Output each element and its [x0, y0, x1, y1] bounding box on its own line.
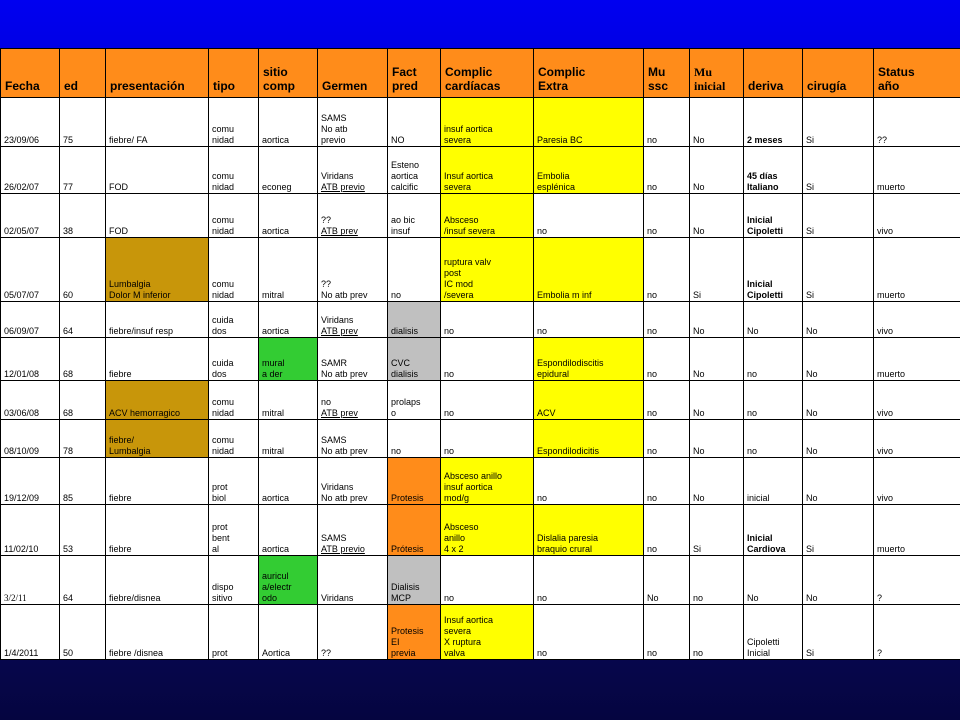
cell-ed: 78	[60, 419, 106, 458]
cell-germen: Viridans No atb prev	[318, 458, 388, 505]
cell-ed: 53	[60, 505, 106, 556]
cell-presentacion: fiebre /disnea	[106, 604, 209, 659]
cell-deriva: inicial	[744, 458, 803, 505]
header-deriva: deriva	[744, 49, 803, 98]
cell-germen: SAMR No atb prev	[318, 338, 388, 381]
cell-complic-cardiacas: ruptura valv post IC mod /severa	[441, 238, 534, 301]
cell-fecha: 3/2/11	[1, 556, 60, 605]
cell-mu-inicial: No	[690, 146, 744, 193]
cell-fact-pred: Esteno aortica calcific	[388, 146, 441, 193]
cell-fecha: 23/09/06	[1, 98, 60, 147]
cell-tipo: comu nidad	[209, 419, 259, 458]
table-row	[1, 98, 960, 147]
cell-sitio-comp: mural a der	[259, 338, 318, 381]
cell-fact-pred: NO	[388, 98, 441, 147]
cell-complic-extra: no	[534, 458, 644, 505]
header-ed: ed	[60, 49, 106, 98]
cell-complic-cardiacas: Insuf aortica severa	[441, 146, 534, 193]
cell-fecha: 11/02/10	[1, 505, 60, 556]
cell-tipo: cuida dos	[209, 338, 259, 381]
header-mu-ssc: Mu ssc	[644, 49, 690, 98]
cell-fact-pred: no	[388, 238, 441, 301]
cell-germen: Viridans ATB previo	[318, 146, 388, 193]
cell-complic-cardiacas: Absceso anillo insuf aortica mod/g	[441, 458, 534, 505]
cell-fact-pred: no	[388, 419, 441, 458]
cell-fecha: 1/4/2011	[1, 604, 60, 659]
cell-mu-inicial: No	[690, 380, 744, 419]
cell-tipo: prot bent al	[209, 505, 259, 556]
cell-fact-pred: CVC dialisis	[388, 338, 441, 381]
cell-deriva: no	[744, 419, 803, 458]
cell-ed: 60	[60, 238, 106, 301]
cell-complic-extra: Dislalia paresia braquio crural	[534, 505, 644, 556]
cell-deriva: no	[744, 338, 803, 381]
cell-status: muerto	[874, 146, 960, 193]
cell-germen: SAMS No atb previo	[318, 98, 388, 147]
table-row	[1, 556, 960, 605]
cell-germen: Viridans ATB prev	[318, 301, 388, 338]
header-presentacion: presentación	[106, 49, 209, 98]
cell-fecha: 05/07/07	[1, 238, 60, 301]
cell-deriva: Inicial Cardiova	[744, 505, 803, 556]
cell-fecha: 02/05/07	[1, 193, 60, 238]
cell-germen: SAMS ATB previo	[318, 505, 388, 556]
table-row	[1, 419, 960, 458]
cell-complic-cardiacas: insuf aortica severa	[441, 98, 534, 147]
cell-presentacion: fiebre/ FA	[106, 98, 209, 147]
cell-mu-inicial: No	[690, 301, 744, 338]
cell-ed: 38	[60, 193, 106, 238]
cell-deriva: no	[744, 380, 803, 419]
table-row	[1, 301, 960, 338]
cell-tipo: dispo sitivo	[209, 556, 259, 605]
cell-fact-pred: Dialisis MCP	[388, 556, 441, 605]
cell-mu-inicial: no	[690, 556, 744, 605]
cell-fact-pred: Protesis	[388, 458, 441, 505]
cell-mu-inicial: No	[690, 419, 744, 458]
header-fecha: Fecha	[1, 49, 60, 98]
cell-mu-inicial: Si	[690, 238, 744, 301]
cell-fecha: 19/12/09	[1, 458, 60, 505]
header-germen: Germen	[318, 49, 388, 98]
cell-presentacion: Lumbalgia Dolor M inferior	[106, 238, 209, 301]
cell-status: vivo	[874, 301, 960, 338]
table-row	[1, 193, 960, 238]
cell-presentacion: fiebre	[106, 338, 209, 381]
table-row	[1, 146, 960, 193]
cell-germen: ??	[318, 604, 388, 659]
cell-complic-extra: Embolia esplénica	[534, 146, 644, 193]
cell-complic-extra: Espondilodiscitis epidural	[534, 338, 644, 381]
cell-tipo: prot	[209, 604, 259, 659]
cell-mu-ssc: no	[644, 238, 690, 301]
cell-complic-cardiacas: Absceso anillo 4 x 2	[441, 505, 534, 556]
cell-germen: ?? No atb prev	[318, 238, 388, 301]
cell-presentacion: FOD	[106, 146, 209, 193]
cell-ed: 68	[60, 338, 106, 381]
cell-cirugia: No	[803, 556, 874, 605]
cell-deriva: No	[744, 556, 803, 605]
cell-sitio-comp: auricul a/electr odo	[259, 556, 318, 605]
cell-cirugia: No	[803, 380, 874, 419]
cell-presentacion: fiebre/insuf resp	[106, 301, 209, 338]
cell-complic-extra: ACV	[534, 380, 644, 419]
cell-sitio-comp: mitral	[259, 380, 318, 419]
header-fact-pred: Fact pred	[388, 49, 441, 98]
cell-fecha: 06/09/07	[1, 301, 60, 338]
cell-complic-cardiacas: no	[441, 380, 534, 419]
cell-germen: Viridans	[318, 556, 388, 605]
cell-ed: 64	[60, 301, 106, 338]
cell-complic-extra: no	[534, 604, 644, 659]
cell-sitio-comp: econeg	[259, 146, 318, 193]
cell-mu-ssc: no	[644, 419, 690, 458]
cell-deriva: Cipoletti Inicial	[744, 604, 803, 659]
table-row	[1, 338, 960, 381]
table-body	[1, 98, 960, 660]
cell-presentacion: fiebre/ Lumbalgia	[106, 419, 209, 458]
cell-tipo: cuida dos	[209, 301, 259, 338]
cell-germen: ?? ATB prev	[318, 193, 388, 238]
cell-status: vivo	[874, 458, 960, 505]
cell-tipo: comu nidad	[209, 193, 259, 238]
cell-complic-extra: Paresia BC	[534, 98, 644, 147]
table-row	[1, 380, 960, 419]
cell-fact-pred: dialisis	[388, 301, 441, 338]
cell-cirugia: No	[803, 338, 874, 381]
cell-mu-inicial: no	[690, 604, 744, 659]
cell-presentacion: fiebre	[106, 458, 209, 505]
table-row	[1, 458, 960, 505]
cell-complic-cardiacas: Absceso /insuf severa	[441, 193, 534, 238]
cell-cirugia: No	[803, 419, 874, 458]
cell-mu-inicial: No	[690, 98, 744, 147]
cell-sitio-comp: aortica	[259, 98, 318, 147]
cell-germen: no ATB prev	[318, 380, 388, 419]
cell-cirugia: Si	[803, 604, 874, 659]
cell-cirugia: Si	[803, 238, 874, 301]
cell-presentacion: FOD	[106, 193, 209, 238]
cell-ed: 75	[60, 98, 106, 147]
table-row	[1, 505, 960, 556]
header-complic-cardiacas: Complic cardíacas	[441, 49, 534, 98]
cell-tipo: comu nidad	[209, 380, 259, 419]
cell-fact-pred: Prótesis	[388, 505, 441, 556]
cell-ed: 77	[60, 146, 106, 193]
header-mu-inicial: Mu inicial	[690, 49, 744, 98]
cell-tipo: prot biol	[209, 458, 259, 505]
cell-presentacion: fiebre/disnea	[106, 556, 209, 605]
header-sitio-comp: sitio comp	[259, 49, 318, 98]
cell-status: muerto	[874, 338, 960, 381]
cell-fecha: 26/02/07	[1, 146, 60, 193]
cell-deriva: No	[744, 301, 803, 338]
cell-complic-extra: Espondilodicitis	[534, 419, 644, 458]
cell-status: muerto	[874, 238, 960, 301]
patients-table	[0, 48, 960, 660]
cell-complic-cardiacas: no	[441, 556, 534, 605]
cell-complic-extra: Embolia m inf	[534, 238, 644, 301]
cell-tipo: comu nidad	[209, 146, 259, 193]
cell-mu-inicial: No	[690, 338, 744, 381]
cell-ed: 64	[60, 556, 106, 605]
cell-status: vivo	[874, 193, 960, 238]
cell-sitio-comp: mitral	[259, 419, 318, 458]
cell-cirugia: Si	[803, 505, 874, 556]
cell-sitio-comp: Aortica	[259, 604, 318, 659]
cell-mu-ssc: no	[644, 604, 690, 659]
cell-status: muerto	[874, 505, 960, 556]
cell-status: ??	[874, 98, 960, 147]
cell-sitio-comp: aortica	[259, 505, 318, 556]
cell-complic-extra: no	[534, 556, 644, 605]
header-cirugia: cirugía	[803, 49, 874, 98]
cell-status: vivo	[874, 419, 960, 458]
cell-complic-extra: no	[534, 301, 644, 338]
cell-cirugia: Si	[803, 146, 874, 193]
cell-presentacion: ACV hemorragico	[106, 380, 209, 419]
footer-bar	[0, 660, 960, 720]
cell-fact-pred: prolaps o	[388, 380, 441, 419]
table-row	[1, 238, 960, 301]
cell-cirugia: No	[803, 301, 874, 338]
cell-status: ?	[874, 604, 960, 659]
cell-complic-extra: no	[534, 193, 644, 238]
header-tipo: tipo	[209, 49, 259, 98]
cell-mu-ssc: no	[644, 301, 690, 338]
cell-cirugia: Si	[803, 193, 874, 238]
cell-fact-pred: ao bic insuf	[388, 193, 441, 238]
table-row	[1, 604, 960, 659]
header-complic-extra: Complic Extra	[534, 49, 644, 98]
cell-ed: 50	[60, 604, 106, 659]
cell-germen: SAMS No atb prev	[318, 419, 388, 458]
cell-mu-inicial: Si	[690, 505, 744, 556]
cell-mu-ssc: no	[644, 193, 690, 238]
cell-sitio-comp: aortica	[259, 301, 318, 338]
cell-mu-ssc: no	[644, 98, 690, 147]
cell-mu-ssc: no	[644, 458, 690, 505]
cell-complic-cardiacas: no	[441, 338, 534, 381]
cell-mu-ssc: no	[644, 338, 690, 381]
cell-status: ?	[874, 556, 960, 605]
cell-mu-ssc: no	[644, 505, 690, 556]
cell-mu-inicial: No	[690, 193, 744, 238]
cell-sitio-comp: aortica	[259, 193, 318, 238]
header-row	[1, 49, 960, 98]
cell-mu-ssc: no	[644, 380, 690, 419]
cell-status: vivo	[874, 380, 960, 419]
cell-presentacion: fiebre	[106, 505, 209, 556]
cell-deriva: 45 días Italiano	[744, 146, 803, 193]
cell-complic-cardiacas: Insuf aortica severa X ruptura valva	[441, 604, 534, 659]
cell-ed: 85	[60, 458, 106, 505]
cell-complic-cardiacas: no	[441, 301, 534, 338]
cell-mu-inicial: No	[690, 458, 744, 505]
cell-fecha: 08/10/09	[1, 419, 60, 458]
cell-sitio-comp: aortica	[259, 458, 318, 505]
cell-ed: 68	[60, 380, 106, 419]
cell-fact-pred: Protesis EI previa	[388, 604, 441, 659]
cell-deriva: Inicial Cipoletti	[744, 193, 803, 238]
header-status: Status año	[874, 49, 960, 98]
cell-tipo: comu nidad	[209, 98, 259, 147]
cell-cirugia: No	[803, 458, 874, 505]
cell-fecha: 12/01/08	[1, 338, 60, 381]
cell-deriva: Inicial Cipoletti	[744, 238, 803, 301]
cell-fecha: 03/06/08	[1, 380, 60, 419]
cell-deriva: 2 meses	[744, 98, 803, 147]
cell-cirugia: Si	[803, 98, 874, 147]
cell-complic-cardiacas: no	[441, 419, 534, 458]
cell-mu-ssc: no	[644, 146, 690, 193]
cell-sitio-comp: mitral	[259, 238, 318, 301]
cell-mu-ssc: No	[644, 556, 690, 605]
cell-tipo: comu nidad	[209, 238, 259, 301]
